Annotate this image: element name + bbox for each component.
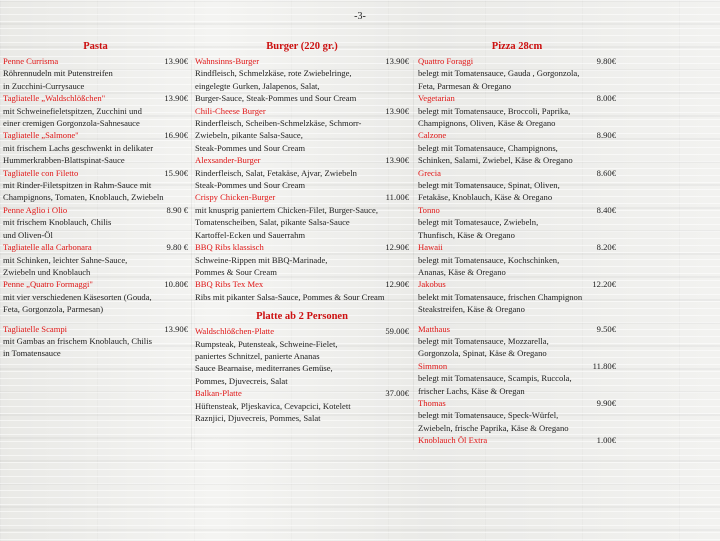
menu-item-name: Penne Aglio i Olio [3,204,68,215]
menu-item-header [3,204,188,216]
menu-item-description: frischer Lachs, Käse & Oregan [418,385,525,396]
menu-item-price: 13.90€ [164,93,188,104]
menu-item-header [195,154,409,166]
pizza-items [418,55,616,447]
menu-item-name: Knoblauch Öl Extra [418,435,488,446]
menu-item [3,323,188,360]
menu-item [195,154,409,191]
menu-item-description: Hummerkrabben-Blattspinat-Sauce [3,155,125,166]
menu-item [195,55,409,105]
menu-item-price: 8.40€ [596,204,616,215]
menu-item-description: mit Schinken, leichter Sahne-Sauce, [3,254,128,265]
menu-item-price: 37.00€ [385,388,409,399]
menu-item-name: Balkan-Platte [195,388,242,399]
menu-item [418,92,616,129]
menu-item-header [418,92,616,104]
menu-item-description: belegt mit Tomatensauce, Champignons, [418,142,558,153]
menu-item-description: Sauce Bearnaise, mediterranes Gemüse, [195,363,333,374]
menu-item-name: Crispy Chicken-Burger [195,192,276,203]
menu-item-name: Waldschlößchen-Platte [195,326,275,337]
menu-item-description: mit Rinder-Filetspitzen in Rahm-Sauce mit [3,180,152,191]
menu-item-description: Röhrennudeln mit Putenstreifen [3,68,113,79]
menu-item-header [3,129,188,141]
menu-item-name: Chili-Cheese Burger [195,105,266,116]
menu-item-description: belegt mit Tomatensauce, Spinat, Oliven, [418,180,560,191]
menu-item-description: mit vier verschiedenen Käsesorten (Gouda, [3,291,152,302]
menu-item-description: Pommes & Sour Cream [195,266,277,277]
menu-item-name: Matthaus [418,323,450,334]
menu-item-header [418,360,616,372]
menu-item-description: Steak-Pommes und Sour Cream [195,142,306,153]
menu-item [418,55,616,92]
menu-item-header [418,241,616,253]
menu-item-description: belegt mit Tomatensauce, Kochschinken, [418,254,560,265]
menu-item-price: 13.90€ [164,323,188,334]
menu-item-description: belegt mit Tomatensauce, Broccoli, Paprika, [418,105,571,116]
menu-item-description: Ananas, Käse & Oregano [418,266,506,277]
menu-item-price: 15.90€ [164,167,188,178]
menu-item-header [418,397,616,409]
menu-item-name: Vegetarian [418,93,455,104]
menu-item-name: Simmon [418,360,448,371]
burger-items [195,55,409,303]
menu-item-description: Rinderfleisch, Scheiben-Schmelzkäse, Schmorr- [195,118,362,129]
menu-item-description: Fetakäse, Knoblauch, Käse & Oregano [418,192,553,203]
menu-item-name: Penne „Quatro Formaggi" [3,279,93,290]
menu-item-header [3,323,188,335]
menu-item-description: belegt mit Tomatesauce, Zwiebeln, [418,217,539,228]
menu-item-description: in Zucchini-Currysauce [3,80,85,91]
menu-item-name: Grecia [418,167,441,178]
menu-item-price: 11.80€ [592,360,616,371]
menu-item-price: 12.90€ [385,242,409,253]
menu-item-header [418,204,616,216]
menu-item-price: 8.90€ [596,130,616,141]
menu-item-description: paniertes Schnitzel, panierte Ananas [195,350,320,361]
menu-item-price: 9.50€ [596,323,616,334]
menu-item-name: BBQ Ribs klassisch [195,242,264,253]
menu-item-name: Tagliatelle alla Carbonara [3,242,92,253]
menu-item-header [418,55,616,67]
menu-item-description: Gorgonzola, Spinat, Käse & Oregano [418,348,547,359]
menu-item-price: 8.20€ [596,242,616,253]
menu-item-description: belegt mit Tomatensauce, Mozzarella, [418,335,549,346]
menu-item [418,167,616,204]
menu-item-price: 8.90 € [166,204,188,215]
menu-item-description: Raznjici, Djuvecreis, Pommes, Salat [195,412,321,423]
menu-item-price: 9.90€ [596,397,616,408]
menu-item-name: Hawaii [418,242,443,253]
menu-item-description: Kartoffel-Ecken und Sauerrahm [195,229,306,240]
burger-column [195,40,409,424]
menu-item-description: Rinderfleisch, Salat, Fetakäse, Ajvar, Zwiebeln [195,167,357,178]
menu-item-description: Tomatenscheiben, Salat, pikante Salsa-Sauce [195,217,350,228]
menu-item-description: eingelegte Gurken, Jalapenos, Salat, [195,80,320,91]
menu-item-description: Rumpsteak, Putensteak, Schweine-Fielet, [195,338,338,349]
menu-item-header [195,325,409,337]
menu-item-price: 13.90€ [385,155,409,166]
menu-item-header [195,55,409,67]
menu-item [3,92,188,129]
menu-item-header [3,241,188,253]
menu-item-description: einer cremigen Gorgonzola-Sahnesauce [3,118,140,129]
menu-item-description: und Oliven-Öl [3,229,53,240]
menu-item-header [195,278,409,290]
menu-item-name: Penne Currisma [3,56,59,66]
menu-item-price: 16.90€ [164,130,188,141]
menu-item-name: Wahnsinns-Burger [195,56,260,66]
menu-item-price: 11.00€ [385,192,409,203]
menu-item [3,204,188,241]
menu-item-description: Champignons, Tomaten, Knoblauch, Zwiebeln [3,192,164,203]
menu-item-description: Hüftensteak, Pljeskavica, Cevapcici, Kotelett [195,400,351,411]
menu-item [195,387,409,424]
menu-item-header [195,241,409,253]
menu-item-name: BBQ Ribs Tex Mex [195,279,264,290]
platten-items [195,325,409,424]
menu-item-header [418,167,616,179]
menu-item-description: Rindfleisch, Schmelzkäse, rote Zwiebelringe, [195,68,352,79]
menu-item-price: 13.90€ [164,56,188,66]
menu-item-name: Tonno [418,204,440,215]
menu-item-header [418,323,616,335]
column-divider [413,60,414,450]
pasta-column [3,40,188,360]
menu-item-description: mit knusprig paniertem Chicken-Filet, Burger-Sauce, [195,204,378,215]
menu-item-name: Tagliatelle „Waldschlößchen" [3,93,106,104]
menu-item-price: 12.90€ [385,279,409,290]
menu-item-price: 1.00€ [596,435,616,446]
menu-item-description: Ribs mit pikanter Salsa-Sauce, Pommes & Sour Cream [195,291,385,302]
column-divider [191,60,192,450]
menu-item-description: Feta, Gorgonzola, Parmesan) [3,304,104,315]
menu-item-description: mit Schweinefieletspitzen, Zucchini und [3,105,142,116]
menu-item-price: 13.90€ [385,56,409,66]
menu-item-header [195,191,409,203]
menu-item-name: Tagliatelle „Salmone" [3,130,79,141]
menu-item-header [195,387,409,399]
menu-item-header [418,434,616,446]
pasta-items [3,55,188,360]
menu-item-description: Feta, Parmesan & Oregano [418,80,512,91]
menu-item-price: 8.60€ [596,167,616,178]
menu-item-description: Schweine-Rippen mit BBQ-Marinade, [195,254,328,265]
menu-item-name: Quattro Foraggi [418,56,474,66]
menu-item [418,397,616,434]
menu-item [195,105,409,155]
menu-item [3,278,188,315]
menu-item-name: Alexsander-Burger [195,155,261,166]
menu-item-description: mit frischem Lachs geschwenkt in delikater [3,142,154,153]
menu-item [418,360,616,397]
menu-item [3,167,188,204]
menu-item-header [3,278,188,290]
menu-item-name: Thomas [418,397,446,408]
menu-item-name: Tagliatelle con Filetto [3,167,79,178]
menu-item-description: mit Gambas an frischem Knoblauch, Chilis [3,335,152,346]
menu-item-description: Thunfisch, Käse & Oregano [418,229,515,240]
menu-item-description: belegt mit Tomatensauce, Speck-Würfel, [418,410,559,421]
menu-item-header [3,92,188,104]
menu-item [418,278,616,315]
menu-item-price: 9.80 € [166,242,188,253]
menu-item [195,241,409,278]
menu-item-price: 12.20€ [592,279,616,290]
pizza-column [418,40,616,447]
menu-item-description: Champignons, Oliven, Käse & Oregano [418,118,556,129]
menu-item-description: Burger-Sauce, Steak-Pommes und Sour Cream [195,93,357,104]
menu-item-header [3,55,188,67]
menu-item [195,191,409,241]
menu-item-description: Steakstreifen, Käse & Oregano [418,304,525,315]
menu-item [418,241,616,278]
menu-item-description: belekt mit Tomatensauce, frischen Champignon [418,291,583,302]
menu-item-header [3,167,188,179]
menu-item [418,129,616,166]
menu-item-description: Zwiebeln, pikante Salsa-Sauce, [195,130,303,141]
menu-item-price: 13.90€ [385,105,409,116]
menu-item-description: Pommes, Djuvecreis, Salat [195,375,288,386]
menu-item-description: belegt mit Tomatensauce, Scampis, Ruccola, [418,373,572,384]
pasta-section-title: Pasta [83,41,108,52]
menu-item-header [195,105,409,117]
menu-item [195,278,409,303]
menu-item-description: belegt mit Tomatensauce, Gauda , Gorgonzola, [418,68,580,79]
burger-section-title: Burger (220 gr.) [266,41,338,52]
menu-item-description: Schinken, Salami, Zwiebel, Käse & Oregano [418,155,573,166]
platten-section-title: Platte ab 2 Personen [256,311,348,323]
pizza-section-title: Pizza 28cm [491,41,543,52]
menu-item-price: 8.00€ [596,93,616,104]
menu-item [418,323,616,360]
menu-item-description: Zwiebeln und Knoblauch [3,266,91,277]
menu-item-name: Jakobus [418,279,446,290]
menu-item [3,241,188,278]
menu-item [3,129,188,166]
menu-item-header [418,278,616,290]
menu-item-description: mit frischem Knoblauch, Chilis [3,217,112,228]
menu-item-price: 59.00€ [385,326,409,337]
menu-item-price: 9.80€ [596,56,616,66]
menu-item [195,325,409,387]
menu-item [418,434,616,446]
page-number: -3- [354,11,366,22]
menu-item-description: in Tomatensauce [3,348,61,359]
menu-item [3,55,188,92]
menu-item-name: Tagliatelle Scampi [3,323,68,334]
menu-item-description: Steak-Pommes und Sour Cream [195,180,306,191]
menu-item-header [418,129,616,141]
menu-item-name: Calzone [418,130,447,141]
menu-item [418,204,616,241]
menu-item-description: Zwiebeln, frische Paprika, Käse & Oregano [418,422,569,433]
menu-item-price: 10.80€ [164,279,188,290]
